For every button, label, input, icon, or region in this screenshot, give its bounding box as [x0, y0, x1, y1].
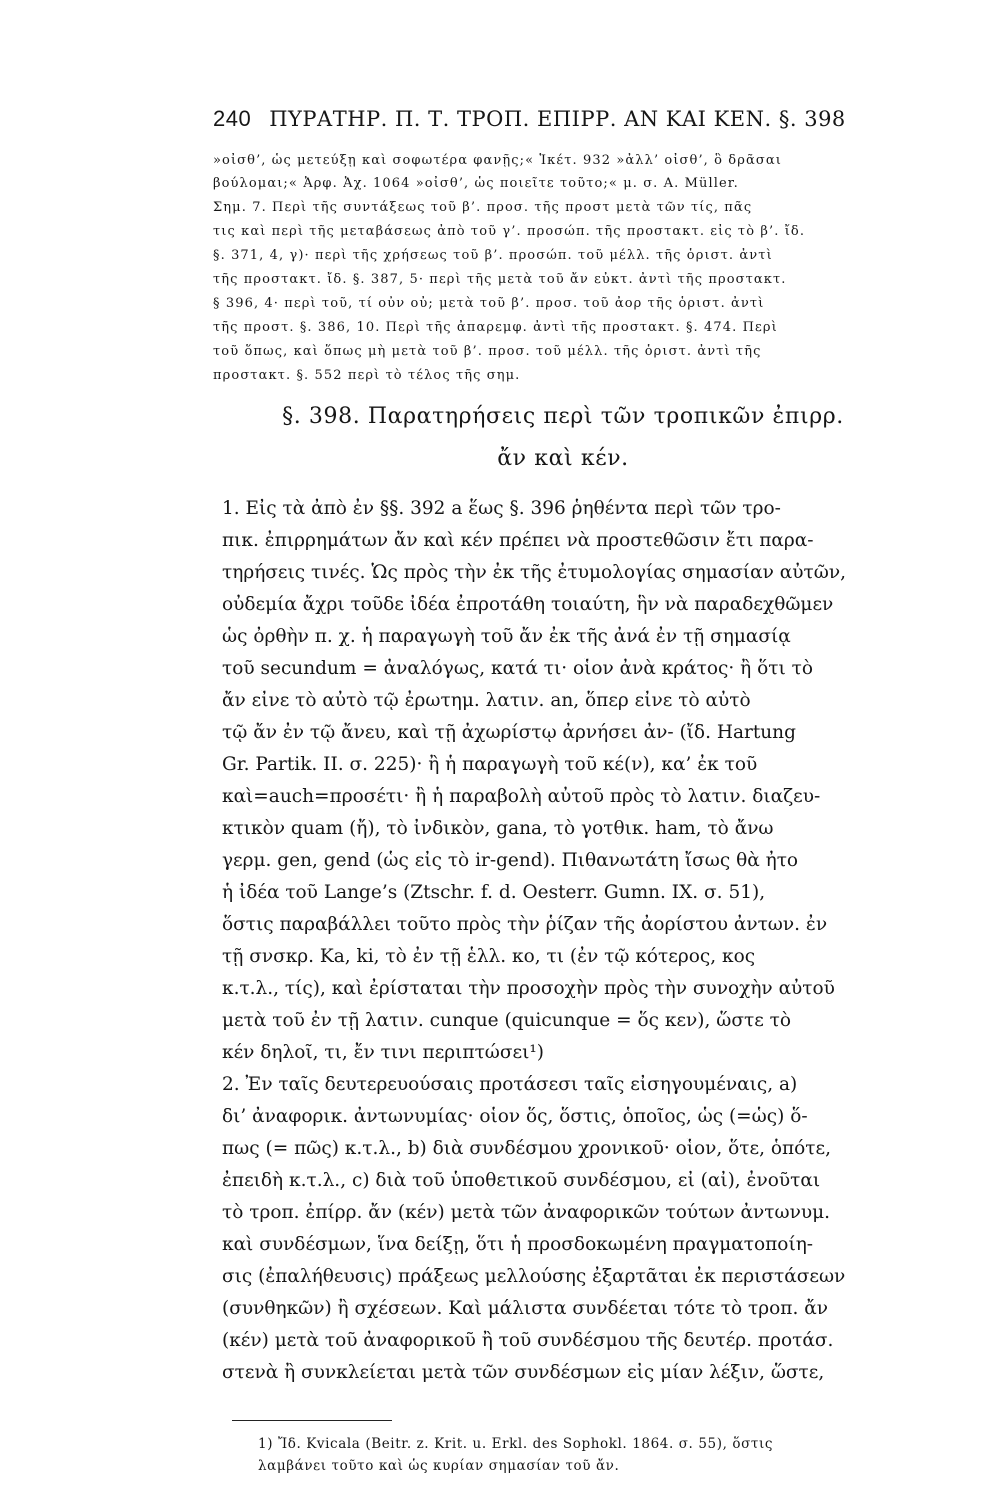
body-line: καὶ συνδέσμων, ἵνα δείξῃ, ὅτι ἡ προσδοκωμένη πραγματοποίη- [222, 1234, 814, 1255]
body-line: καὶ=auch=προσέτι· ἢ ἡ παραβολὴ αὐτοῦ πρὸς τὸ λατιν. διαζευ- [222, 786, 821, 807]
body-line: σις (ἐπαλήθευσις) πράξεως μελλούσης ἐξαρτᾶται ἐκ περιστάσεων [222, 1266, 846, 1287]
note-line: τις καὶ περὶ τῆς μεταβάσεως ἀπὸ τοῦ γ’. προσώπ. τῆς προστακτ. εἰς τὸ β’. ἴδ. [213, 224, 806, 239]
section-subtitle: ἄν καὶ κέν. [497, 446, 629, 471]
note-line: »οἶσθ’, ὡς μετεύξῃ καὶ σοφωτέρα φανῇς;« Ἱκέτ. 932 »ἀλλ’ οἶσθ’, ὃ δρᾶσαι [213, 153, 782, 168]
note-line: § 396, 4· περὶ τοῦ, τί οὖν οὐ; μετὰ τοῦ β’. προσ. τοῦ ἀορ τῆς ὁριστ. ἀντὶ [213, 296, 765, 311]
body-line: τῷ ἄν ἐν τῷ ἄνευ, καὶ τῇ ἀχωρίστῳ ἀρνήσει ἀν- (ἴδ. Hartung [222, 722, 796, 743]
body-line: κέν δηλοῖ, τι, ἔν τινι περιπτώσει¹) [222, 1042, 544, 1063]
body-line: 2. Ἐν ταῖς δευτερευούσαις προτάσεσι ταῖς εἰσηγουμέναις, a) [222, 1074, 798, 1095]
body-line: κτικὸν quam (ἤ), τὸ ἰνδικὸν, gana, τὸ γοτθικ. ham, τὸ ἄνω [222, 818, 774, 839]
footnote-rule [232, 1420, 392, 1421]
body-line: ὡς ὀρθὴν π. χ. ἡ παραγωγὴ τοῦ ἄν ἐκ τῆς ἀνά ἐν τῇ σημασίᾳ [222, 626, 791, 647]
body-line: ἐπειδὴ κ.τ.λ., c) διὰ τοῦ ὑποθετικοῦ συνδέσμου, εἰ (αἰ), ἐνοῦται [222, 1170, 821, 1191]
body-line: τῇ σνσκρ. Ka, ki, τὸ ἐν τῇ ἑλλ. κο, τι (ἐν τῷ κότερος, κος [222, 946, 756, 967]
body-line: πως (= πῶς) κ.τ.λ., b) διὰ συνδέσμου χρονικοῦ· οἷον, ὅτε, ὁπότε, [222, 1138, 832, 1159]
body-line: γερμ. gen, gend (ὡς εἰς τὸ ir-gend). Πιθανωτάτη ἴσως θὰ ἦτο [222, 850, 799, 871]
note-line: βούλομαι;« Ἀρφ. Ἀχ. 1064 »οἶσθ’, ὡς ποιεῖτε τοῦτο;« μ. σ. A. Müller. [213, 176, 739, 191]
section-title: §. 398. Παρατηρήσεις περὶ τῶν τροπικῶν ἐπιρρ. [282, 404, 844, 429]
body-line: 1. Εἰς τὰ ἀπὸ ἐν §§. 392 a ἕως §. 396 ῥηθέντα περὶ τῶν τρο- [222, 498, 781, 519]
body-line: τὸ τροπ. ἐπίρρ. ἄν (κέν) μετὰ τῶν ἀναφορικῶν τούτων ἀντωνυμ. [222, 1202, 831, 1223]
note-line: προστακτ. §. 552 περὶ τὸ τέλος τῆς σημ. [213, 368, 521, 383]
body-line: στενὰ ἢ συνκλείεται μετὰ τῶν συνδέσμων εἰς μίαν λέξιν, ὥστε, [222, 1362, 825, 1383]
body-line: τηρήσεις τινές. Ὡς πρὸς τὴν ἐκ τῆς ἐτυμολογίας σημασίαν αὐτῶν, [222, 562, 846, 583]
body-line: (συνθηκῶν) ἢ σχέσεων. Καὶ μάλιστα συνδέεται τότε τὸ τροπ. ἄν [222, 1298, 828, 1319]
running-header [213, 106, 913, 132]
note-line: τῆς προστακτ. ἴδ. §. 387, 5· περὶ τῆς μετὰ τοῦ ἄν εὐκτ. ἀντὶ τῆς προστακτ. [213, 272, 787, 287]
body-line: (κέν) μετὰ τοῦ ἀναφορικοῦ ἢ τοῦ συνδέσμου τῆς δευτέρ. προτάσ. [222, 1330, 834, 1351]
note-line: τῆς προστ. §. 386, 10. Περὶ τῆς ἀπαρεμφ. ἀντὶ τῆς προστακτ. §. 474. Περὶ [213, 320, 778, 335]
body-line: οὐδεμία ἄχρι τοῦδε ἰδέα ἐπροτάθη τοιαύτη, ἣν νὰ παραδεχθῶμεν [222, 594, 834, 615]
body-line: πικ. ἐπιρρημάτων ἄν καὶ κέν πρέπει νὰ προστεθῶσιν ἔτι παρα- [222, 530, 814, 551]
body-line: δι’ ἀναφορικ. ἀντωνυμίας· οἷον ὅς, ὅστις, ὁποῖος, ὡς (=ὡς) ὅ- [222, 1106, 808, 1127]
note-line: Σημ. 7. Περὶ τῆς συντάξεως τοῦ β’. προσ. τῆς προστ μετὰ τῶν τίς, πᾶς [213, 200, 753, 215]
body-line: ἡ ἰδέα τοῦ Lange’s (Ztschr. f. d. Oesterr. Gumn. IX. σ. 51), [222, 882, 766, 903]
footnote-line: λαμβάνει τοῦτο καὶ ὡς κυρίαν σημασίαν τοῦ ἄν. [258, 1458, 620, 1474]
body-line: ἄν εἶνε τὸ αὐτὸ τῷ ἐρωτημ. λατιν. an, ὅπερ εἶνε τὸ αὐτὸ [222, 690, 751, 711]
body-line: τοῦ secundum = ἀναλόγως, κατά τι· οἷον ἀνὰ κράτος· ἢ ὅτι τὸ [222, 658, 814, 679]
body-line: μετὰ τοῦ ἐν τῇ λατιν. cunque (quicunque = ὅς κεν), ὥστε τὸ [222, 1010, 792, 1031]
note-line: τοῦ ὅπως, καὶ ὅπως μὴ μετὰ τοῦ β’. προσ. τοῦ μέλλ. τῆς ὁριστ. ἀντὶ τῆς [213, 344, 762, 359]
running-title: ΠΥΡΑΤΗΡ. Π. Τ. ΤΡΟΠ. ΕΠΙΡΡ. ΑΝ ΚΑΙ ΚΕΝ. §. 398 [269, 107, 846, 131]
body-line: ὅστις παραβάλλει τοῦτο πρὸς τὴν ῥίζαν τῆς ἀορίστου ἀντων. ἐν [222, 914, 828, 935]
body-line: κ.τ.λ., τίς), καὶ ἐρίσταται τὴν προσοχὴν πρὸς τὴν συνοχὴν αὐτοῦ [222, 978, 835, 999]
footnote-line: 1) Ἴδ. Kvicala (Beitr. z. Krit. u. Erkl. des Sophokl. 1864. σ. 55), ὅστις [258, 1436, 774, 1452]
page-number: 240 [213, 106, 252, 131]
note-line: §. 371, 4, γ)· περὶ τῆς χρήσεως τοῦ β’. προσώπ. τοῦ μέλλ. τῆς ὁριστ. ἀντὶ [213, 248, 773, 263]
body-line: Gr. Partik. II. σ. 225)· ἢ ἡ παραγωγὴ τοῦ κέ(ν), κα’ ἐκ τοῦ [222, 754, 758, 775]
